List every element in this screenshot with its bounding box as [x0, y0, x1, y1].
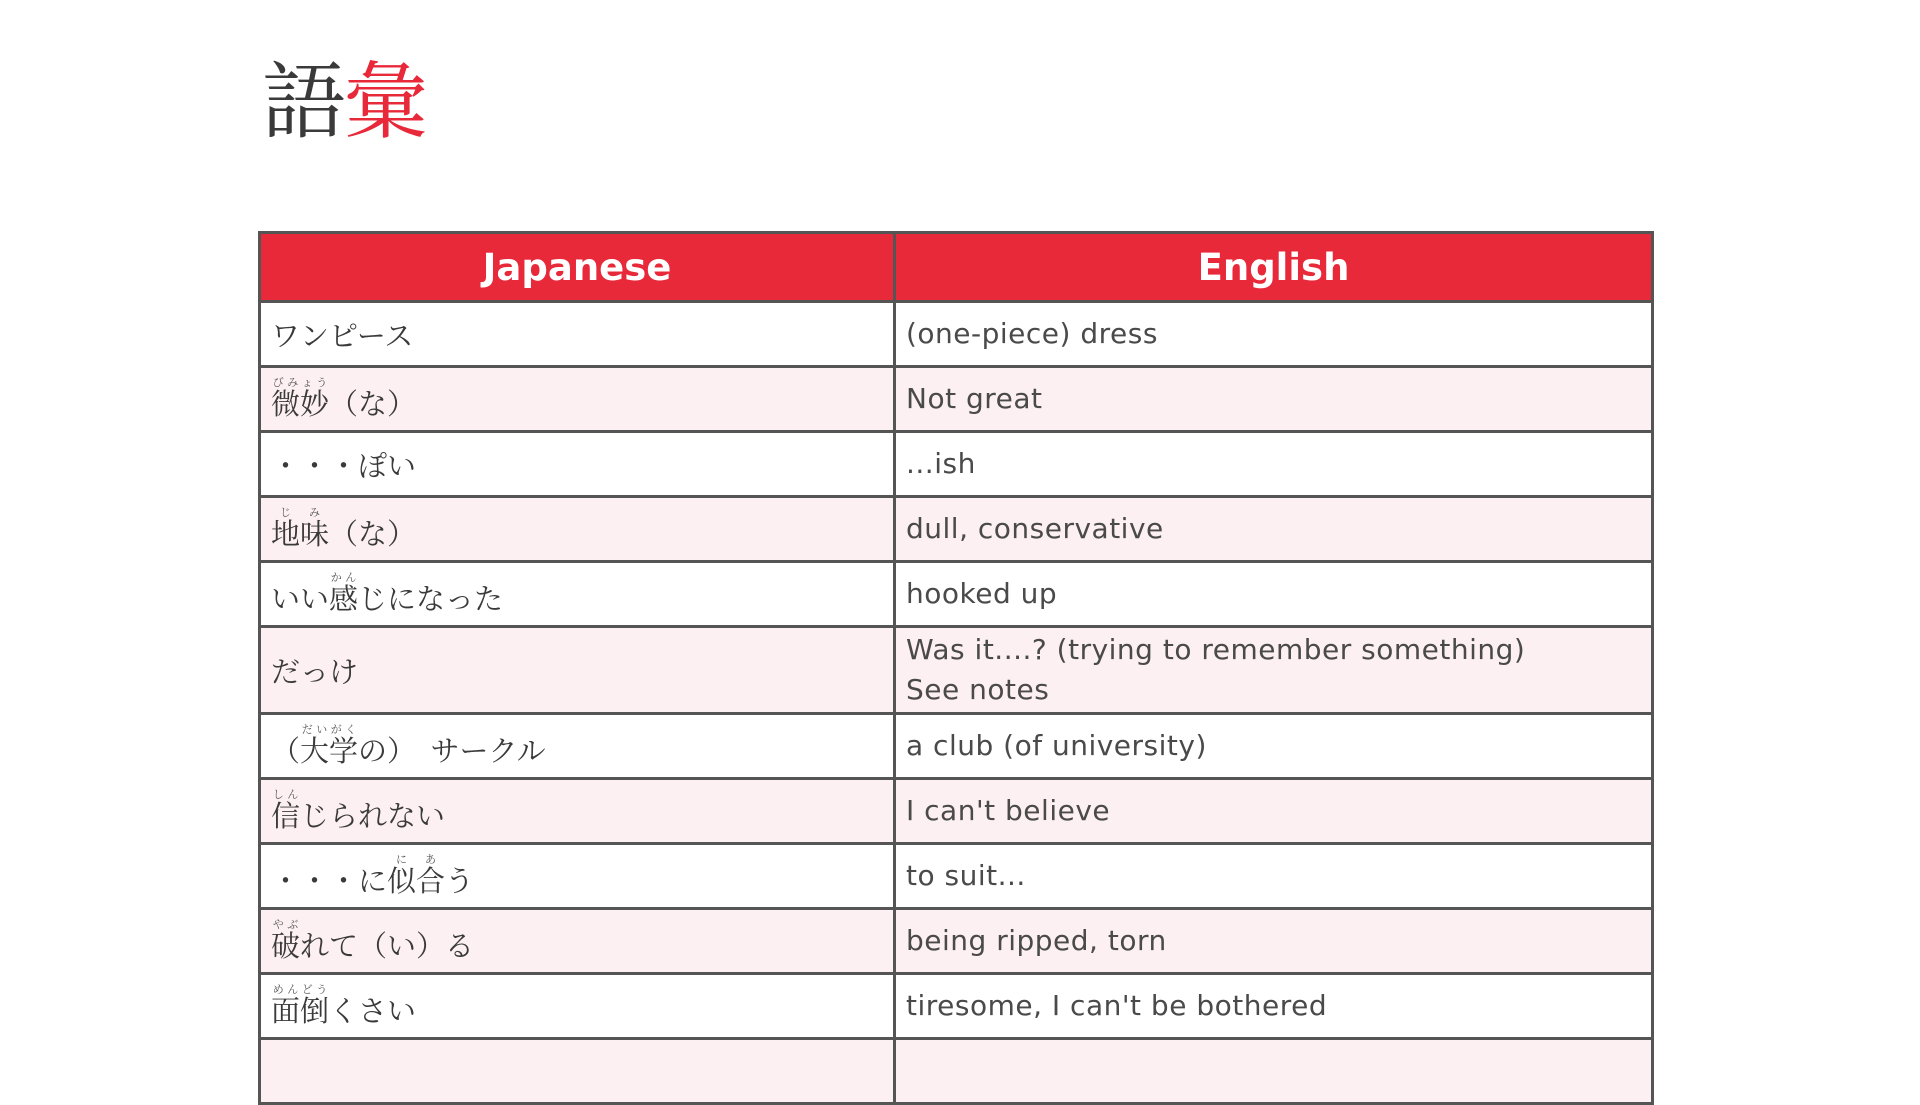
furigana: かん	[329, 570, 359, 584]
table-row	[260, 367, 1653, 432]
english-text: dull, conservative	[906, 512, 1164, 545]
english-text: a club (of university)	[906, 729, 1207, 762]
japanese-text: （な）	[329, 516, 417, 551]
english-text: ...ish	[906, 447, 976, 480]
furigana: やぶ	[271, 917, 301, 931]
japanese-text: だっけ	[271, 654, 359, 689]
kanji-with-furigana	[271, 375, 330, 421]
english-text: I can't believe	[906, 794, 1111, 827]
japanese-text: ・・・ぽい	[271, 448, 417, 483]
kanji: 似合	[387, 863, 446, 898]
header-japanese: Japanese	[260, 233, 895, 302]
table-row	[260, 714, 1653, 779]
english-text: Not great	[906, 382, 1043, 415]
japanese-cell	[260, 302, 895, 367]
english-text: tiresome, I can't be bothered	[906, 989, 1328, 1022]
header-english: English	[895, 233, 1653, 302]
table-row	[260, 779, 1653, 844]
english-cell	[895, 909, 1653, 974]
table-header-row	[260, 233, 1653, 302]
english-text: (one-piece) dress	[906, 317, 1158, 350]
kanji: 地味	[271, 516, 330, 551]
english-text: being ripped, torn	[906, 924, 1167, 957]
japanese-cell	[260, 909, 895, 974]
english-cell	[895, 627, 1653, 714]
page-title	[262, 52, 426, 152]
kanji: 面倒	[271, 993, 330, 1028]
english-cell	[895, 974, 1653, 1039]
kanji: 微妙	[271, 386, 330, 421]
furigana: にあ	[387, 852, 446, 866]
furigana: だいがく	[300, 722, 359, 736]
table-body	[260, 302, 1653, 1104]
japanese-text: （	[271, 733, 301, 768]
table-row	[260, 497, 1653, 562]
table-row	[260, 432, 1653, 497]
japanese-text: いい	[271, 581, 330, 616]
japanese-text: （な）	[329, 386, 417, 421]
japanese-cell	[260, 974, 895, 1039]
japanese-cell	[260, 779, 895, 844]
english-cell	[895, 844, 1653, 909]
japanese-cell	[260, 844, 895, 909]
table-row	[260, 627, 1653, 714]
japanese-text: じられない	[300, 798, 446, 833]
title-part-1: 語	[262, 53, 345, 151]
japanese-cell	[260, 432, 895, 497]
table-row	[260, 844, 1653, 909]
furigana: びみょう	[271, 375, 330, 389]
english-text: to suit...	[906, 859, 1026, 892]
english-cell	[895, 302, 1653, 367]
kanji-with-furigana	[329, 570, 359, 616]
english-text: hooked up	[906, 577, 1058, 610]
furigana: しん	[271, 787, 301, 801]
kanji-with-furigana	[300, 722, 359, 768]
kanji: 破	[271, 928, 301, 963]
japanese-text: の） サークル	[358, 733, 546, 768]
japanese-cell	[260, 1039, 895, 1104]
japanese-cell	[260, 714, 895, 779]
table-row	[260, 909, 1653, 974]
english-cell	[895, 432, 1653, 497]
japanese-cell	[260, 497, 895, 562]
english-cell	[895, 562, 1653, 627]
english-cell	[895, 1039, 1653, 1104]
japanese-text: ワンピース	[271, 318, 414, 353]
japanese-text: う	[445, 863, 475, 898]
japanese-text: くさい	[329, 993, 417, 1028]
furigana: めんどう	[271, 982, 330, 996]
kanji: 大学	[300, 733, 359, 768]
english-cell	[895, 367, 1653, 432]
english-note: See notes	[906, 673, 1050, 706]
title-part-2: 彙	[344, 53, 427, 151]
kanji-with-furigana	[271, 787, 301, 833]
english-cell	[895, 714, 1653, 779]
kanji: 信	[271, 798, 301, 833]
furigana: じみ	[271, 505, 330, 519]
japanese-cell	[260, 627, 895, 714]
table-row	[260, 974, 1653, 1039]
english-text: Was it....? (trying to remember something)	[906, 633, 1526, 666]
japanese-text: ・・・に	[271, 863, 388, 898]
japanese-cell	[260, 562, 895, 627]
vocabulary-table	[258, 231, 1654, 1105]
kanji-with-furigana	[271, 505, 330, 551]
kanji-with-furigana	[271, 917, 301, 963]
japanese-text: じになった	[358, 581, 504, 616]
kanji-with-furigana	[271, 982, 330, 1028]
table-row-partial	[260, 1039, 1653, 1104]
japanese-text: れて（い）る	[300, 928, 475, 963]
english-cell	[895, 497, 1653, 562]
kanji-with-furigana	[387, 852, 446, 898]
table-row	[260, 302, 1653, 367]
kanji: 感	[329, 581, 359, 616]
japanese-cell	[260, 367, 895, 432]
table-row	[260, 562, 1653, 627]
english-cell	[895, 779, 1653, 844]
